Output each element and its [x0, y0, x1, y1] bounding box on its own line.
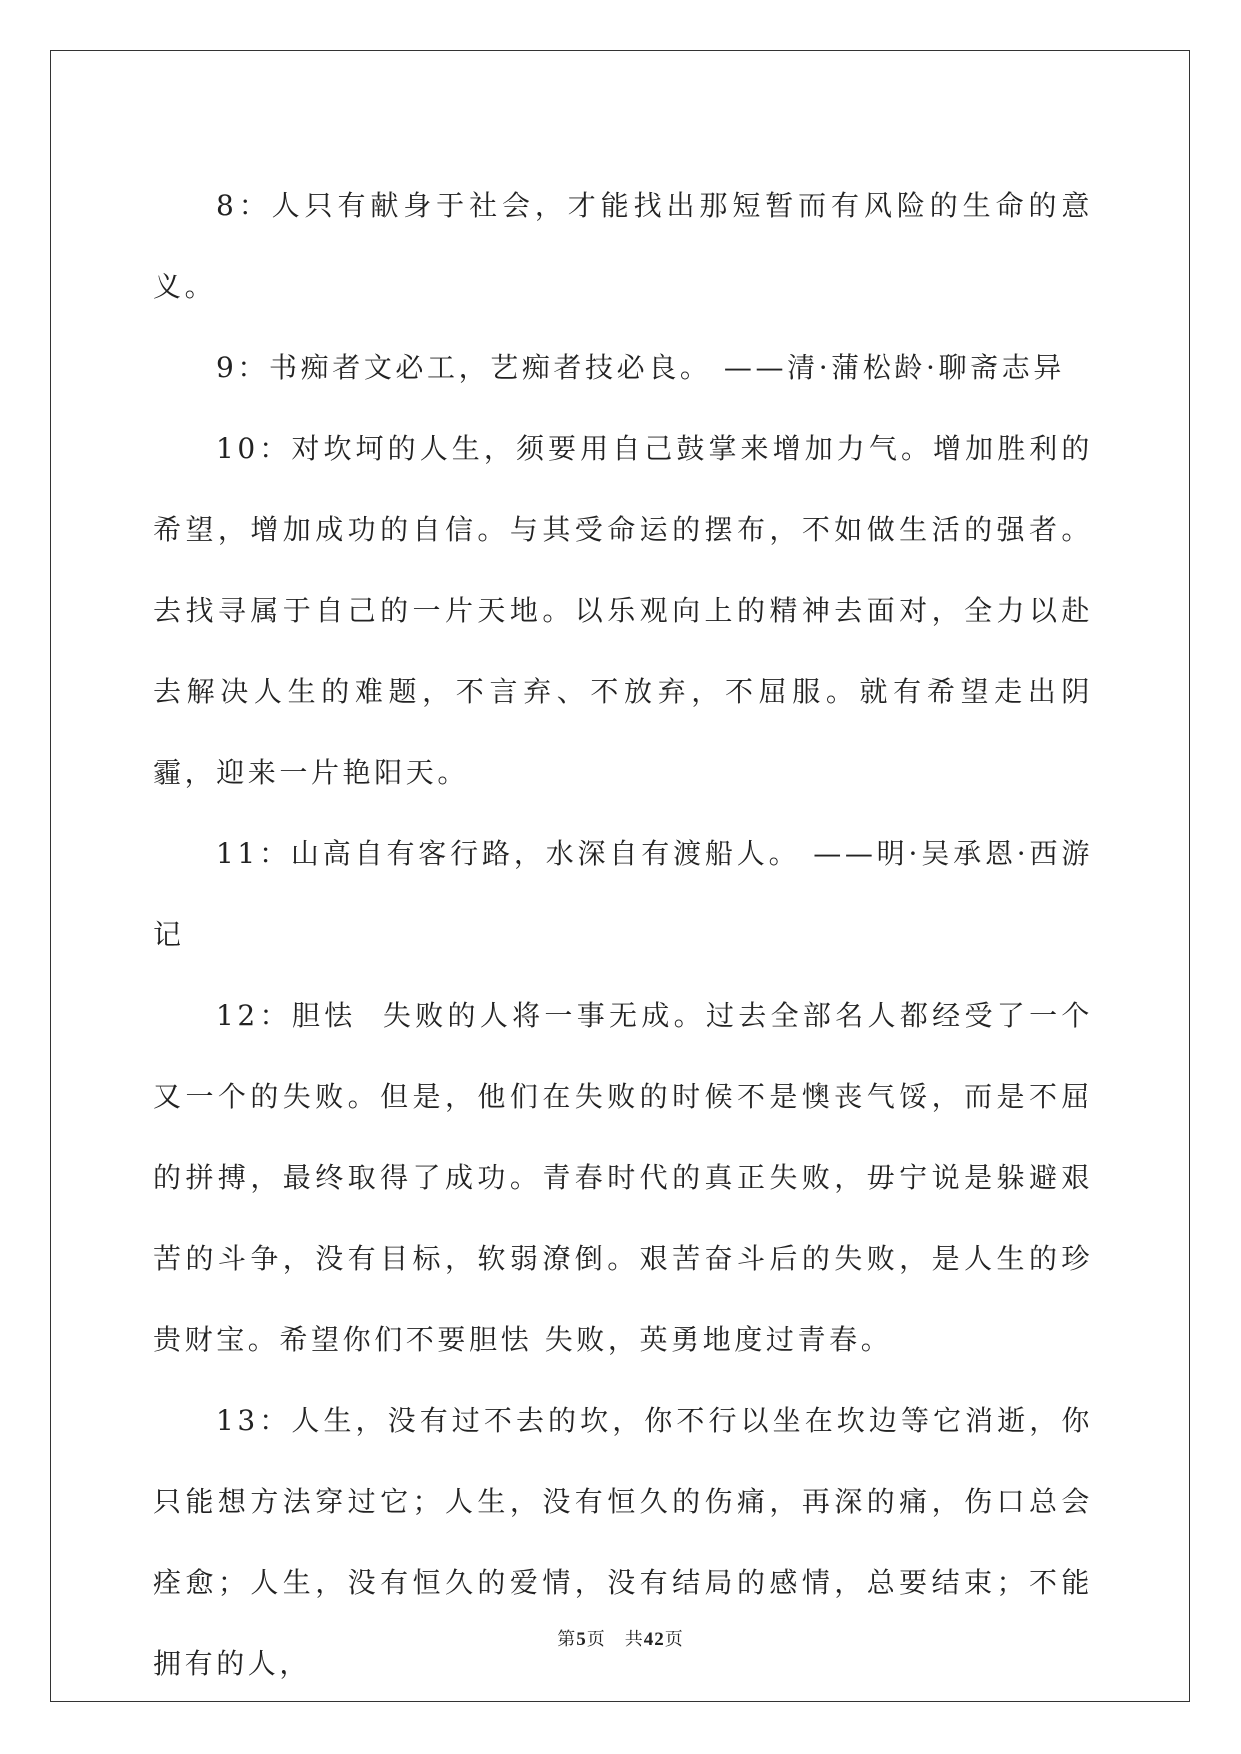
total-page-count: 42	[643, 1629, 665, 1650]
page-footer	[0, 1625, 1241, 1651]
footer-middle: 页 共	[586, 1629, 644, 1650]
current-page-number: 5	[576, 1629, 587, 1650]
paragraph-8: 8：人只有献身于社会，才能找出那短暂而有风险的生命的意义。	[153, 189, 1093, 303]
document-body	[153, 165, 1093, 1704]
footer-prefix: 第	[557, 1629, 577, 1650]
footer-suffix: 页	[664, 1629, 684, 1650]
paragraph-11: 11：山高自有客行路，水深自有渡船人。 ——明·吴承恩·西游记	[153, 837, 1093, 951]
paragraph-13: 13：人生，没有过不去的坎，你不行以坐在坎边等它消逝，你只能想方法穿过它；人生，没有恒久的伤痛，再深的痛，伤口总会痊愈；人生，没有恒久的爱情，没有结局的感情，总要结束；不能拥有的人，	[153, 1404, 1093, 1680]
paragraph-10: 10：对坎坷的人生，须要用自己鼓掌来增加力气。增加胜利的希望，增加成功的自信。与其受命运的摆布，不如做生活的强者。去找寻属于自己的一片天地。以乐观向上的精神去面对，全力以赴去解决人生的难题，不言弃、不放弃，不屈服。就有希望走出阴霾，迎来一片艳阳天。	[153, 432, 1093, 789]
paragraph-12: 12：胆怯 失败的人将一事无成。过去全部名人都经受了一个又一个的失败。但是，他们在失败的时候不是懊丧气馁，而是不屈的拼搏，最终取得了成功。青春时代的真正失败，毋宁说是躲避艰苦的斗争，没有目标，软弱潦倒。艰苦奋斗后的失败，是人生的珍贵财宝。希望你们不要胆怯 失败，英勇地度过青春。	[153, 999, 1093, 1356]
paragraph-9: 9：书痴者文必工，艺痴者技必良。 ——清·蒲松龄·聊斋志异	[216, 351, 1065, 384]
